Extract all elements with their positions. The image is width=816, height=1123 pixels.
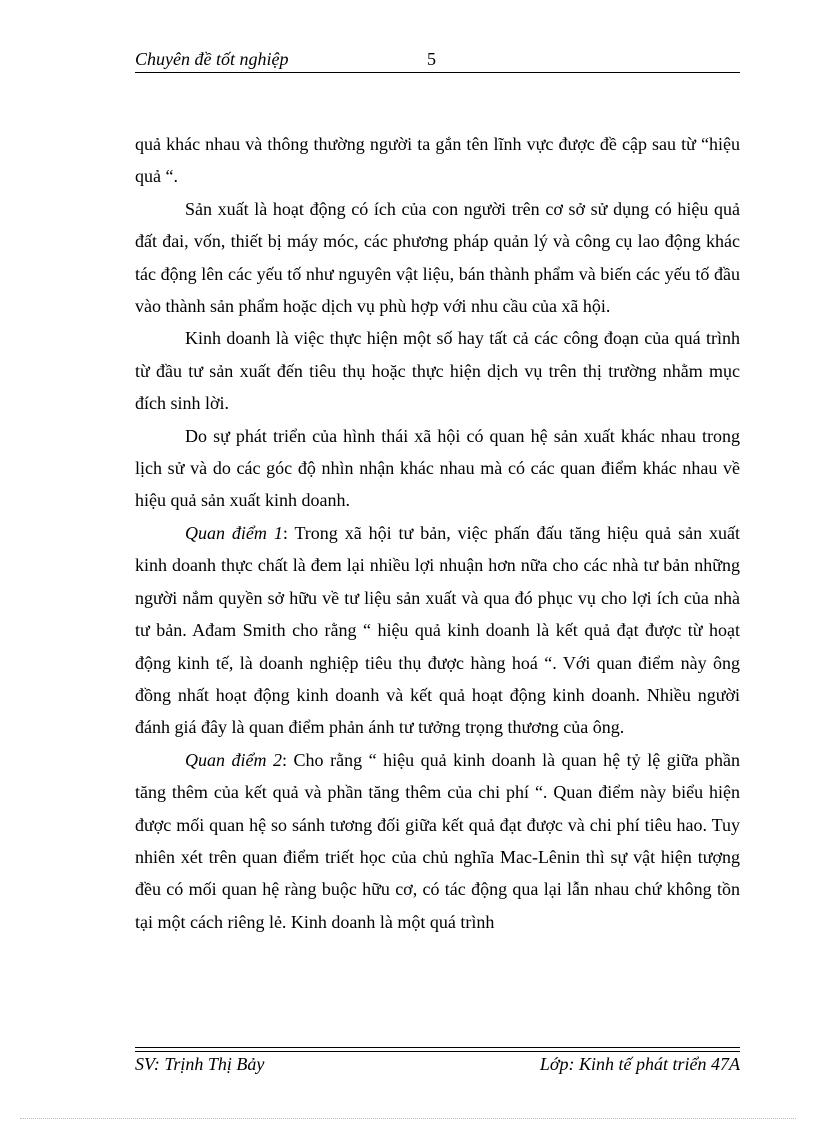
paragraph-viewpoint-1 (135, 517, 740, 744)
viewpoint-1-text: : Trong xã hội tư bản, việc phấn đấu tăng hiệu quả sản xuất kinh doanh thực chất là đem lại nhiều lợi nhuận hơn nữa cho các nhà tư bản những người nắm quyền sở hữu về tư liệu sản xuất và qua đó phục vụ cho lợi ích của nhà tư bản. Ađam Smith cho rằng “ hiệu quả kinh doanh là kết quả đạt được từ hoạt động kinh tế, là doanh nghiệp tiêu thụ được hàng hoá “. Với quan điểm này ông đồng nhất hoạt động kinh doanh và kết quả hoạt động kinh doanh. Nhiều người đánh giá đây là quan điểm phản ánh tư tưởng trọng thương của ông. (135, 522, 740, 738)
paragraph-business: Kinh doanh là việc thực hiện một số hay tất cả các công đoạn của quá trình từ đầu tư sản xuất đến tiêu thụ hoặc thực hiện dịch vụ trên thị trường nhằm mục đích sinh lời. (135, 328, 740, 414)
viewpoint-2-label: Quan điểm 2 (185, 749, 283, 770)
footer-divider-thick (135, 1051, 740, 1052)
paragraph-continuation: quả khác nhau và thông thường người ta gắn tên lĩnh vực được đề cập sau từ “hiệu quả “. (135, 134, 740, 187)
student-name: SV: Trịnh Thị Bảy (135, 1054, 265, 1074)
document-body (135, 128, 740, 938)
page-bottom-dotted-divider (20, 1118, 796, 1119)
viewpoint-2-text: : Cho rằng “ hiệu quả kinh doanh là quan hệ tỷ lệ giữa phần tăng thêm của kết quả và phần tăng thêm của chi phí “. Quan điểm này biểu hiện được mối quan hệ so sánh tương đối giữa kết quả đạt được và chi phí tiêu hao. Tuy nhiên xét trên quan điểm triết học của chủ nghĩa Mac-Lênin thì sự vật hiện tượng đều có mối quan hệ ràng buộc hữu cơ, có tác động qua lại lẫn nhau chứ không tồn tại một cách riêng lẻ. Kinh doanh là một quá trình (135, 749, 740, 932)
page-footer (135, 1054, 740, 1078)
paragraph-production: Sản xuất là hoạt động có ích của con người trên cơ sở sử dụng có hiệu quả đất đai, vốn, thiết bị máy móc, các phương pháp quản lý và công cụ lao động khác tác động lên các yếu tố như nguyên vật liệu, bán thành phẩm và biến các yếu tố đầu vào thành sản phẩm hoặc dịch vụ phù hợp với nhu cầu của xã hội. (135, 198, 740, 317)
paragraph-viewpoint-2 (135, 744, 740, 938)
page-header (135, 48, 740, 73)
paragraph-development: Do sự phát triển của hình thái xã hội có quan hệ sản xuất khác nhau trong lịch sử và do các góc độ nhìn nhận khác nhau mà có các quan điểm khác nhau về hiệu quả sản xuất kinh doanh. (135, 425, 740, 511)
class-name: Lớp: Kinh tế phát triển 47A (539, 1054, 740, 1074)
viewpoint-1-label: Quan điểm 1 (185, 522, 283, 543)
footer-divider-thin (135, 1047, 740, 1048)
page-number: 5 (427, 49, 436, 69)
document-title: Chuyên đề tốt nghiệp (135, 49, 289, 69)
